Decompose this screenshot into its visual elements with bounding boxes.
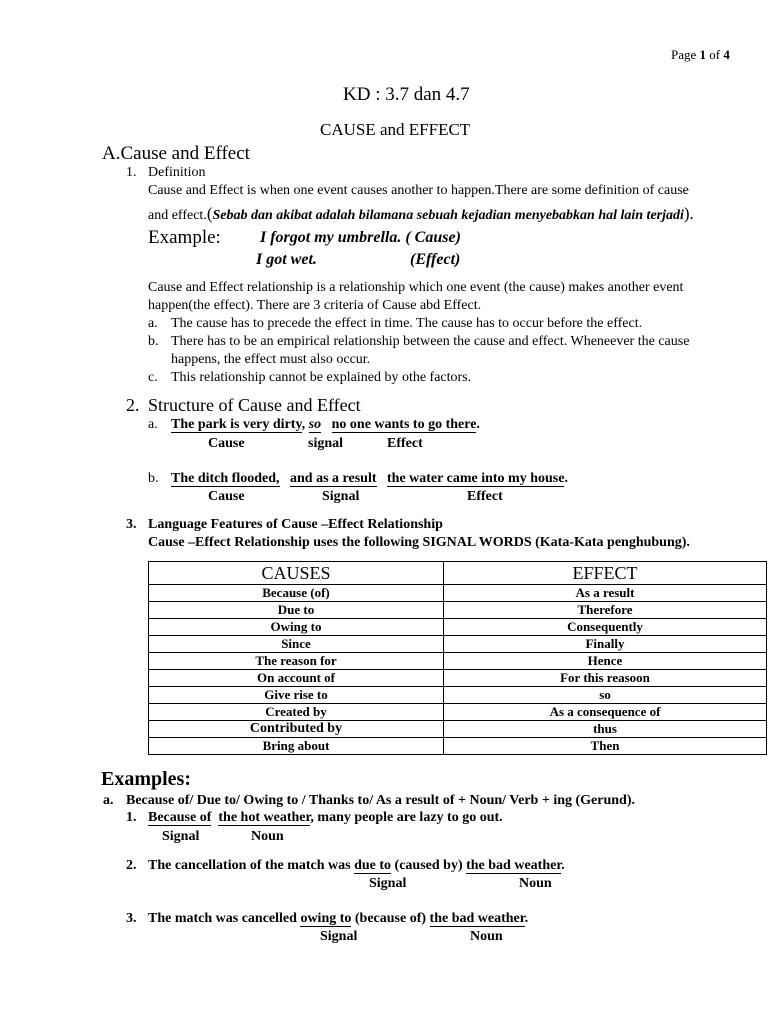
cause-cell: Since [149, 636, 444, 653]
example-3-number: 3. [126, 911, 137, 926]
section-2-number: 2. [126, 395, 140, 415]
page-indicator [671, 47, 730, 63]
definition-line-2 [148, 204, 694, 224]
cause-cell: Owing to [149, 619, 444, 636]
criteria-b-text-2: happens, the effect must also occur. [171, 352, 371, 367]
structure-b-letter: b. [148, 471, 159, 486]
structure-a-letter: a. [148, 417, 158, 432]
example-3-mid: (because of) [351, 911, 430, 926]
table-row [149, 619, 767, 636]
paren-open: ( [206, 204, 213, 223]
column-header-effect: EFFECT [444, 562, 767, 585]
example-3-noun: the bad weather [429, 911, 525, 926]
effect-cell: Therefore [444, 602, 767, 619]
structure-a-comma: , [301, 417, 309, 432]
page-of: of [706, 47, 724, 62]
criteria-b-text: There has to be an empirical relationship between the cause and effect. Wheneever the cause [171, 334, 690, 349]
structure-b-sentence [171, 471, 568, 487]
table-row [149, 585, 767, 602]
effect-cell: Consequently [444, 619, 767, 636]
cause-cell: Bring about [149, 738, 444, 755]
structure-b-label-cause: Cause [208, 489, 245, 504]
example-1-signal: Because of [148, 810, 212, 825]
table-row [149, 687, 767, 704]
page-prefix: Page [671, 47, 700, 62]
example-1-label-noun: Noun [251, 829, 284, 844]
example-line-1: I forgot my umbrella. ( Cause) [260, 229, 461, 246]
definition-start: and effect. [148, 208, 207, 223]
example-2-mid: (caused by) [391, 858, 467, 873]
examples-a-letter: a. [103, 793, 114, 808]
example-1-number: 1. [126, 810, 137, 825]
kd-title: KD : 3.7 dan 4.7 [343, 84, 470, 105]
item1-title: Definition [148, 165, 206, 180]
example-3-sentence [148, 911, 528, 927]
structure-a-period: . [476, 417, 480, 432]
structure-a-signal: so [308, 417, 322, 432]
effect-cell: As a consequence of [444, 704, 767, 721]
cause-cell: Give rise to [149, 687, 444, 704]
structure-a-sentence [171, 417, 480, 433]
example-2-noun: the bad weather [466, 858, 562, 873]
effect-cell: Hence [444, 653, 767, 670]
structure-b-signal: and as a result [290, 471, 377, 486]
definition-line-1: Cause and Effect is when one event causes another to happen.There are some definition of cause [148, 183, 689, 198]
item1-number: 1. [126, 165, 137, 180]
cause-cell: The reason for [149, 653, 444, 670]
cause-cell: On account of [149, 670, 444, 687]
section-2-title: Structure of Cause and Effect [148, 395, 361, 415]
structure-a-effect: no one wants to go there [331, 417, 477, 432]
relationship-line-1: Cause and Effect relationship is a relationship which one event (the cause) makes another event [148, 280, 684, 295]
example-3-signal: owing to [300, 911, 352, 926]
structure-b-cause: The ditch flooded, [171, 471, 280, 486]
structure-b-label-signal: Signal [322, 489, 360, 504]
example-1-label-signal: Signal [162, 829, 200, 844]
criteria-c-text: This relationship cannot be explained by othe factors. [171, 370, 472, 385]
page-number: 1 [699, 47, 707, 62]
effect-cell: As a result [444, 585, 767, 602]
paren-close: ). [683, 204, 694, 223]
structure-b-label-effect: Effect [467, 489, 503, 504]
structure-a-label-effect: Effect [387, 436, 423, 451]
table-row [149, 602, 767, 619]
page-total: 4 [723, 47, 730, 62]
cause-cell: Created by [149, 704, 444, 721]
section-3-title: Language Features of Cause –Effect Relationship [148, 517, 443, 532]
criteria-a-letter: a. [148, 316, 158, 331]
example-2-label-noun: Noun [519, 876, 552, 891]
example-3-end: . [524, 911, 529, 926]
table-row [149, 670, 767, 687]
section-3-subtitle: Cause –Effect Relationship uses the following SIGNAL WORDS (Kata-Kata penghubung). [148, 535, 690, 550]
criteria-b-letter: b. [148, 334, 159, 349]
structure-a-label-cause: Cause [208, 436, 245, 451]
section-3-number: 3. [126, 517, 137, 532]
criteria-c-letter: c. [148, 370, 158, 385]
relationship-line-2: happen(the effect). There are 3 criteria of Cause abd Effect. [148, 298, 482, 313]
examples-heading: Examples: [101, 768, 191, 790]
definition-indonesian: Sebab dan akibat adalah bilamana sebuah kejadian menyebabkan hal lain terjadi [212, 208, 684, 223]
cause-cell: Contributed by [149, 721, 444, 738]
effect-cell: so [444, 687, 767, 704]
example-line-2-effect: (Effect) [410, 251, 461, 268]
table-header-row [149, 562, 767, 585]
example-line-2-cause: I got wet. [256, 251, 317, 268]
example-1-sentence [148, 810, 503, 826]
example-1-rest: , many people are lazy to go out. [310, 810, 503, 825]
example-label: Example: [148, 227, 221, 248]
example-3-pre: The match was cancelled [148, 911, 301, 926]
example-3-label-signal: Signal [320, 929, 358, 944]
effect-cell: For this reasoon [444, 670, 767, 687]
table-row [149, 738, 767, 755]
table-row [149, 636, 767, 653]
cause-cell: Due to [149, 602, 444, 619]
column-header-causes: CAUSES [149, 562, 444, 585]
example-2-pre: The cancellation of the match was [148, 858, 355, 873]
effect-cell: thus [444, 721, 767, 738]
example-1-noun: the hot weather [218, 810, 311, 825]
signal-words-table [148, 561, 767, 755]
effect-cell: Then [444, 738, 767, 755]
example-2-end: . [561, 858, 565, 873]
table-row [149, 721, 767, 738]
table-row [149, 704, 767, 721]
effect-cell: Finally [444, 636, 767, 653]
structure-a-cause: The park is very dirty [171, 417, 302, 432]
example-3-label-noun: Noun [470, 929, 503, 944]
example-2-number: 2. [126, 858, 137, 873]
section-a-heading [102, 143, 250, 165]
table-row [149, 653, 767, 670]
structure-b-period: . [564, 471, 568, 486]
cause-cell: Because (of) [149, 585, 444, 602]
example-2-signal: due to [354, 858, 392, 873]
section-a-title: Cause and Effect [120, 143, 250, 164]
structure-b-effect: the water came into my house [387, 471, 565, 486]
structure-a-label-signal: signal [308, 436, 344, 451]
page-title: CAUSE and EFFECT [320, 120, 471, 139]
example-2-sentence [148, 858, 565, 874]
section-a-label: A. [102, 143, 121, 164]
criteria-a-text: The cause has to precede the effect in time. The cause has to occur before the effect. [171, 316, 643, 331]
example-2-label-signal: Signal [369, 876, 407, 891]
examples-a-rule: Because of/ Due to/ Owing to / Thanks to/ As a result of + Noun/ Verb + ing (Gerund). [126, 793, 635, 808]
